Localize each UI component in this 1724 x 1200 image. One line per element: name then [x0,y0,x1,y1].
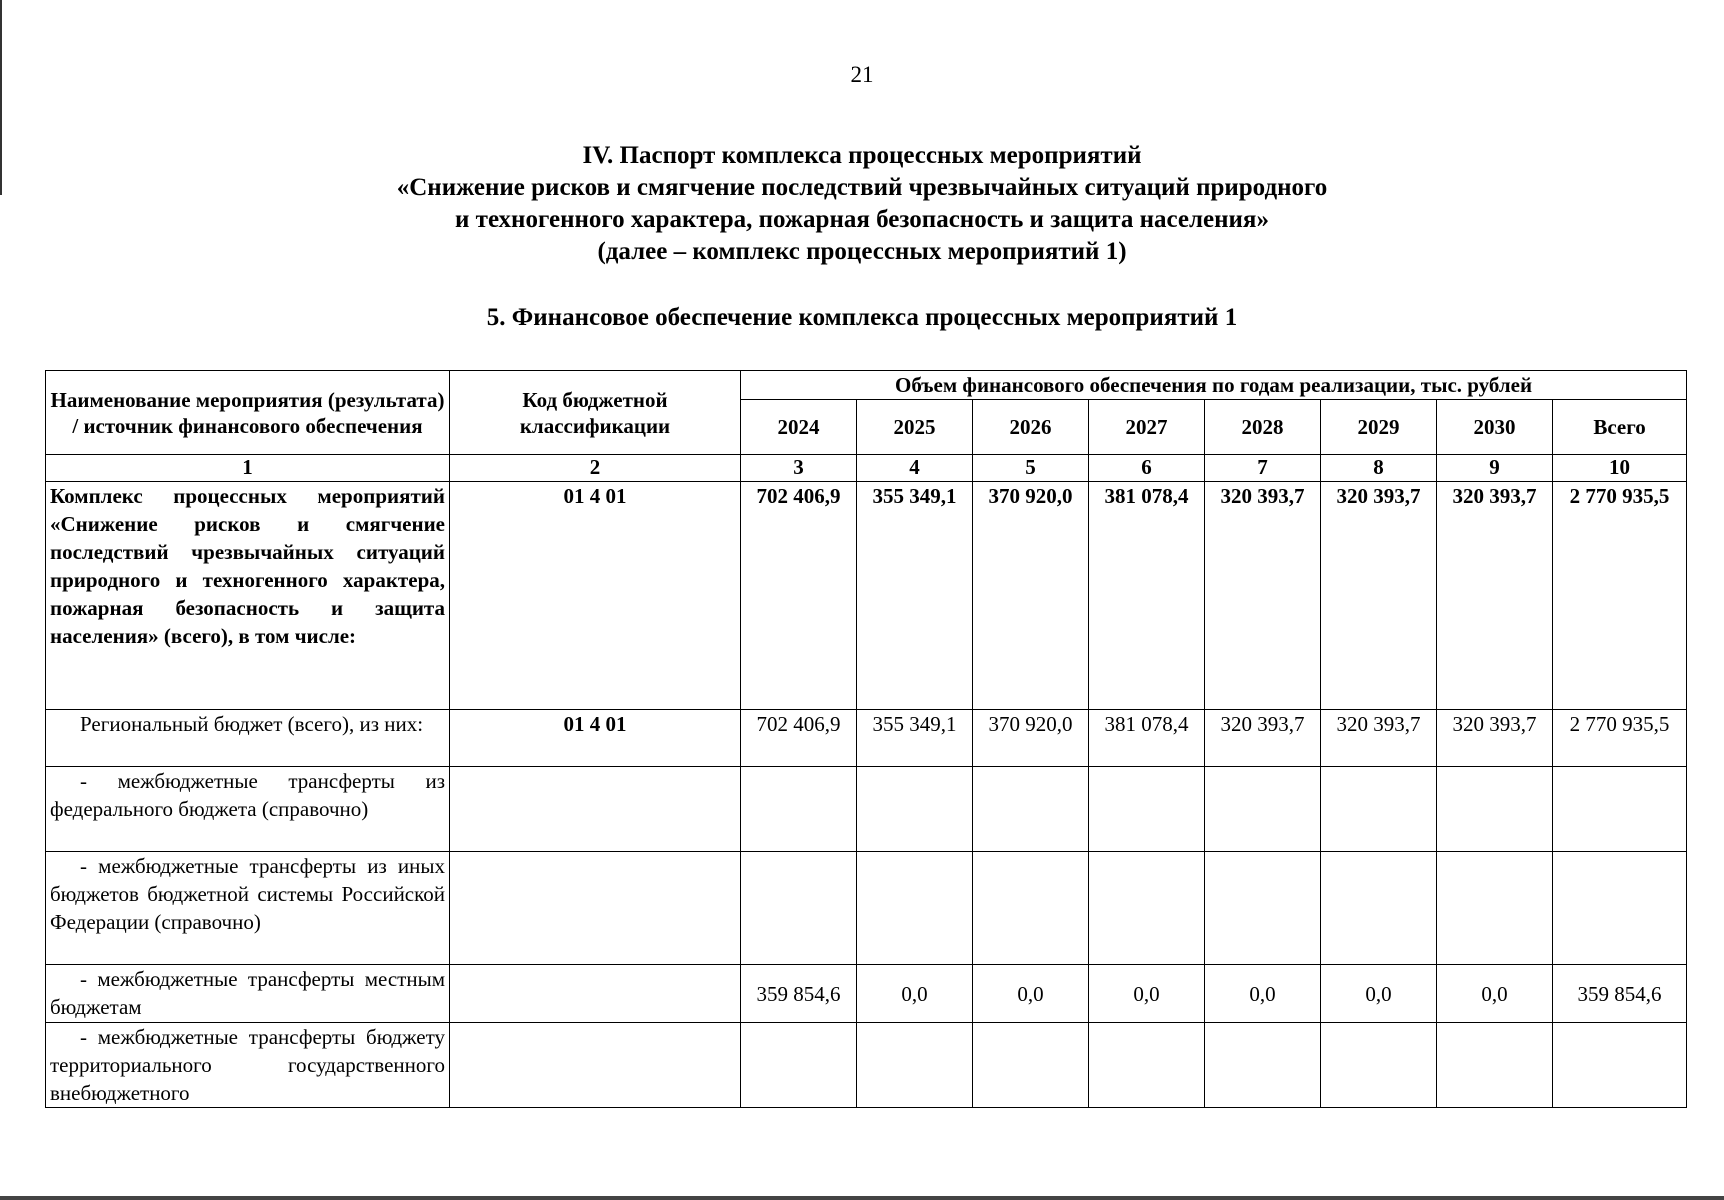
row-value [1205,852,1321,965]
row-code: 01 4 01 [450,482,741,710]
header-year-2029: 2029 [1321,400,1437,455]
header-total: Всего [1553,400,1687,455]
row-value [973,767,1089,852]
row-value [1321,852,1437,965]
row-value [1553,852,1687,965]
row-value [1321,767,1437,852]
table-row [46,965,1687,1023]
heading-line-1: IV. Паспорт комплекса процессных мероприятий [582,142,1142,169]
column-number: 10 [1553,455,1687,482]
row-value: 0,0 [1437,965,1553,1023]
row-value: 370 920,0 [973,710,1089,767]
header-year-2028: 2028 [1205,400,1321,455]
row-name: - межбюджетные трансферты из иных бюджетов бюджетной системы Российской Федерации (справочно) [46,852,450,965]
row-value [973,852,1089,965]
row-value: 0,0 [1321,965,1437,1023]
row-value [1089,852,1205,965]
row-value: 0,0 [1205,965,1321,1023]
column-number: 4 [857,455,973,482]
row-value [857,767,973,852]
table-row [46,852,1687,965]
column-number: 7 [1205,455,1321,482]
row-value [741,767,857,852]
row-value: 355 349,1 [857,710,973,767]
row-code [450,1023,741,1108]
row-name: - межбюджетные трансферты из федерального бюджета (справочно) [46,767,450,852]
header-name: Наименование мероприятия (результата) / источник финансового обеспечения [46,371,450,455]
row-value: 320 393,7 [1321,710,1437,767]
header-year-2024: 2024 [741,400,857,455]
row-value: 702 406,9 [741,710,857,767]
row-value: 2 770 935,5 [1553,710,1687,767]
row-value: 320 393,7 [1437,482,1553,710]
row-value: 0,0 [857,965,973,1023]
row-name: Региональный бюджет (всего), из них: [46,710,450,767]
section-title: 5. Финансовое обеспечение комплекса процессных мероприятий 1 [486,304,1238,331]
header-code: Код бюджетной классификации [450,371,741,455]
row-value [1553,1023,1687,1108]
column-numbers-row [46,455,1687,482]
row-value [1089,767,1205,852]
row-value [1437,1023,1553,1108]
heading-line-3: и техногенного характера, пожарная безопасность и защита населения» [455,206,1269,233]
row-value [1089,1023,1205,1108]
row-value [1205,1023,1321,1108]
column-number: 6 [1089,455,1205,482]
header-row-1 [46,371,1687,400]
row-value: 320 393,7 [1437,710,1553,767]
row-value: 0,0 [1089,965,1205,1023]
header-year-2027: 2027 [1089,400,1205,455]
row-value: 320 393,7 [1321,482,1437,710]
row-value: 370 920,0 [973,482,1089,710]
row-value [973,1023,1089,1108]
page-number: 21 [850,62,874,87]
row-value [741,1023,857,1108]
row-value [857,852,973,965]
header-volume: Объем финансового обеспечения по годам реализации, тыс. рублей [741,371,1687,400]
column-number: 3 [741,455,857,482]
row-value: 359 854,6 [1553,965,1687,1023]
heading-line-2: «Снижение рисков и смягчение последствий чрезвычайных ситуаций природного [396,174,1328,201]
row-value: 381 078,4 [1089,482,1205,710]
row-value: 2 770 935,5 [1553,482,1687,710]
row-value: 320 393,7 [1205,710,1321,767]
table-row [46,767,1687,852]
financing-table [45,370,1687,1108]
row-value [741,852,857,965]
document-heading [0,140,1724,268]
row-name: - межбюджетные трансферты бюджету территориального государственного внебюджетного [46,1023,450,1108]
row-code [450,852,741,965]
row-value: 0,0 [973,965,1089,1023]
header-year-2030: 2030 [1437,400,1553,455]
row-value: 359 854,6 [741,965,857,1023]
column-number: 8 [1321,455,1437,482]
row-name: Комплекс процессных мероприятий «Снижение рисков и смягчение последствий чрезвычайных ситуаций природного и техногенного характера, пожарная безопасность и защита населения» (всего), в том числе: [46,482,450,710]
row-value [1437,767,1553,852]
row-value [1437,852,1553,965]
row-value [857,1023,973,1108]
header-year-2025: 2025 [857,400,973,455]
row-value: 355 349,1 [857,482,973,710]
row-value: 320 393,7 [1205,482,1321,710]
scan-edge-bottom [0,1196,1724,1200]
row-code: 01 4 01 [450,710,741,767]
heading-line-4: (далее – комплекс процессных мероприятий 1) [597,238,1127,265]
row-value: 381 078,4 [1089,710,1205,767]
row-value: 702 406,9 [741,482,857,710]
table-row [46,482,1687,710]
row-code [450,965,741,1023]
column-number: 5 [973,455,1089,482]
row-code [450,767,741,852]
header-year-2026: 2026 [973,400,1089,455]
table-row [46,1023,1687,1108]
column-number: 9 [1437,455,1553,482]
table-row [46,710,1687,767]
row-value [1321,1023,1437,1108]
row-name: - межбюджетные трансферты местным бюджетам [46,965,450,1023]
row-value [1553,767,1687,852]
column-number: 1 [46,455,450,482]
column-number: 2 [450,455,741,482]
row-value [1205,767,1321,852]
